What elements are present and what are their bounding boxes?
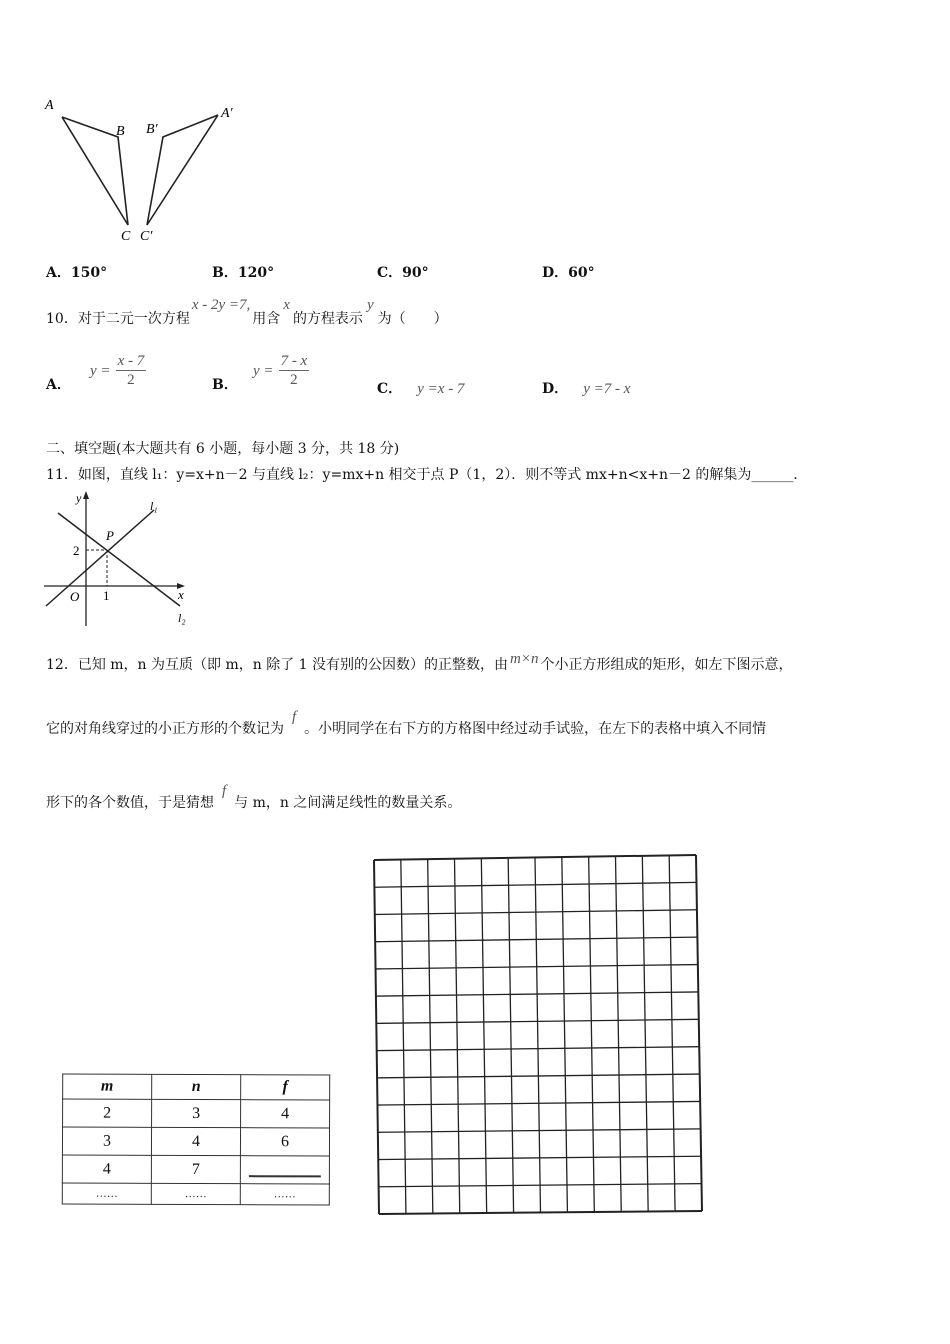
- table-cell: 7: [151, 1155, 240, 1183]
- table-cell: ……: [62, 1183, 151, 1204]
- grid-line-vertical: [589, 857, 595, 1212]
- q10-option-b: [212, 352, 309, 393]
- label-a: A: [45, 98, 54, 113]
- grid-line-vertical: [455, 859, 460, 1214]
- grid-line-vertical: [642, 856, 648, 1212]
- q10-option-a-fraction: [116, 352, 147, 389]
- q10-option-a-lhs: y =: [89, 363, 111, 379]
- grid-line-vertical: [401, 860, 406, 1214]
- q9-option-d-letter: D．: [542, 265, 569, 281]
- table-row: [62, 1155, 329, 1184]
- q10-prefix: 10．对于二元一次方程: [46, 311, 190, 327]
- grid-line-vertical: [562, 857, 568, 1212]
- q10-option-c-letter: C．: [377, 381, 403, 397]
- q9-option-c-text: 90°: [402, 265, 429, 281]
- table-row: [63, 1099, 330, 1128]
- q10-option-b-lhs: y =: [252, 363, 274, 379]
- q12-line1-b: 个小正方形组成的矩形，如左下图示意，: [540, 657, 793, 673]
- label-a-prime: A′: [221, 106, 233, 121]
- table-cell: ……: [151, 1183, 240, 1204]
- q9-triangle-figure: [40, 95, 250, 250]
- grid-line-vertical: [481, 858, 486, 1213]
- q12-line1: [46, 651, 793, 674]
- q12-line3-math: f: [222, 783, 227, 799]
- grid-line-vertical: [696, 855, 702, 1211]
- table-cell: 3: [152, 1099, 241, 1127]
- q10-var-x: x: [283, 297, 290, 313]
- q10-option-a-numerator: x - 7: [117, 353, 145, 369]
- q9-option-a-letter: A．: [46, 265, 71, 281]
- q12-line2-a: 它的对角线穿过的小正方形的个数记为: [46, 721, 284, 737]
- q9-option-a-text: 150°: [70, 265, 108, 281]
- table-header-row: [63, 1074, 330, 1100]
- origin-label: O: [70, 589, 80, 604]
- q12-line3: [46, 783, 462, 812]
- q10-option-b-denominator: 2: [290, 372, 298, 388]
- q12-square-grid: [370, 852, 710, 1222]
- table-header-f: f: [241, 1075, 330, 1100]
- grid-line-vertical: [428, 859, 433, 1213]
- q12-line3-a: 形下的各个数值，于是猜想: [46, 795, 214, 811]
- tick-1-label: 1: [103, 588, 110, 603]
- q10-var-y: y: [366, 297, 374, 313]
- q10-suffix: 为（ ）: [377, 311, 448, 327]
- grid-line-vertical: [535, 858, 541, 1213]
- table-cell: 4: [62, 1155, 151, 1183]
- grid-line-vertical: [616, 856, 622, 1212]
- q11-text: 11．如图，直线 l₁：y=x+n－2 与直线 l₂：y=mx+n 相交于点 P（1，2）．则不等式 mx+n<x+n－2 的解集为______．: [46, 467, 808, 483]
- q12-line1-a: 12．已知 m，n 为互质（即 m，n 除了 1 没有别的公因数）的正整数，由: [46, 657, 509, 673]
- table-row: [62, 1183, 329, 1205]
- q12-table: [62, 1074, 330, 1206]
- q10-option-a-letter: A．: [46, 377, 71, 393]
- q9-option-c: [377, 262, 429, 282]
- q9-option-b: [212, 262, 274, 282]
- q10-option-b-numerator: 7 - x: [280, 353, 308, 369]
- table-cell: 4: [241, 1100, 330, 1128]
- q10-option-b-fraction: [279, 352, 310, 389]
- table-cell: 4: [151, 1127, 240, 1155]
- q9-option-b-text: 120°: [237, 265, 275, 281]
- q10-stem: [46, 296, 448, 326]
- q9-option-c-letter: C．: [377, 265, 403, 281]
- q12-line2: [46, 709, 767, 738]
- q9-option-a: [46, 262, 107, 282]
- table-header-n: n: [152, 1074, 241, 1099]
- table-cell-blank: [240, 1156, 329, 1184]
- q12-line2-b: 。小明同学在右下方的方格图中经过动手试验，在左下的表格中填入不同情: [304, 721, 767, 737]
- q9-option-d: [542, 262, 595, 282]
- label-b: B: [116, 124, 125, 139]
- q12-line1-math: m×n: [510, 651, 539, 667]
- q10-option-a-denominator: 2: [127, 372, 135, 388]
- table-header-m: m: [63, 1074, 152, 1099]
- table-row: [62, 1127, 329, 1156]
- line-l2-label: l₂: [178, 611, 186, 625]
- label-c: C: [121, 229, 131, 244]
- section-title: 二、填空题(本大题共有 6 小题，每小题 3 分，共 18 分): [46, 441, 400, 457]
- grid-line-vertical: [374, 860, 379, 1214]
- answer-blank-line: [249, 1175, 321, 1177]
- q10-mid1: 用含: [252, 311, 281, 327]
- label-b-prime: B′: [146, 122, 158, 137]
- grid-line-vertical: [508, 858, 513, 1213]
- q10-option-d-letter: D．: [542, 381, 569, 397]
- x-axis-label: x: [178, 587, 184, 602]
- q12-line3-b: 与 m，n 之间满足线性的数量关系。: [234, 795, 462, 811]
- q10-mid2: 的方程表示: [292, 311, 363, 327]
- q10-option-b-letter: B．: [212, 377, 238, 393]
- table-cell: ……: [240, 1184, 329, 1205]
- q10-option-c: [377, 378, 464, 398]
- q10-option-a: [46, 352, 146, 393]
- q12-line2-math: f: [292, 709, 297, 725]
- grid-line-vertical: [669, 855, 675, 1211]
- q9-option-d-text: 60°: [568, 265, 595, 281]
- table-cell: 6: [240, 1128, 329, 1156]
- table-cell: 3: [62, 1127, 151, 1155]
- q10-option-d: [542, 378, 630, 398]
- point-p-label: P: [106, 528, 114, 543]
- q9-option-b-letter: B．: [212, 265, 238, 281]
- table-cell: 2: [63, 1099, 152, 1127]
- label-c-prime: C′: [140, 229, 153, 244]
- q10-equation: x - 2y =7,: [191, 297, 251, 313]
- q11-graph: [40, 488, 200, 630]
- y-axis-label: y: [76, 491, 82, 505]
- tick-2-label: 2: [73, 543, 80, 558]
- q10-option-c-expr: y =x - 7: [417, 381, 465, 397]
- q10-option-d-expr: y =7 - x: [583, 381, 631, 397]
- line-l1-label: l₁: [150, 499, 158, 513]
